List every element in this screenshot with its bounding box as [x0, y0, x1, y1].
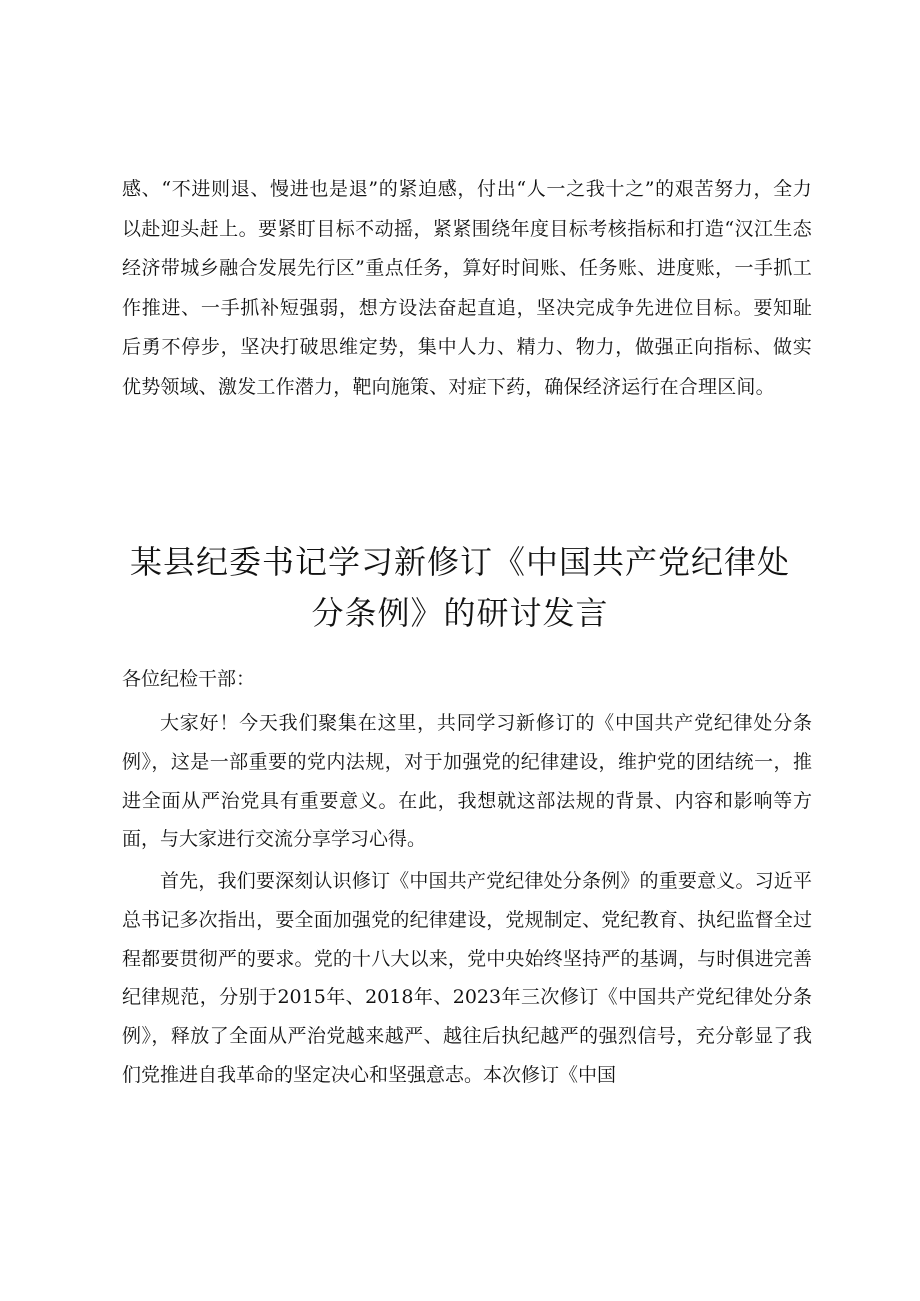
- document-title: [100, 537, 820, 639]
- body-paragraph-opening: 大家好！今天我们聚集在这里，共同学习新修订的《中国共产党纪律处分条例》，这是一部重要的党内法规，对于加强党的纪律建设，维护党的团结统一，推进全面从严治党具有重要意义。在此，我想就这部法规的背景、内容和影响等方面，与大家进行交流分享学习心得。: [122, 712, 812, 851]
- document-title-line-1: 某县纪委书记学习新修订《中国共产党纪律处: [129, 543, 790, 582]
- document-title-line-2: 分条例》的研讨发言: [311, 594, 609, 633]
- salutation: 各位纪检干部：: [122, 668, 256, 690]
- intro-paragraph: 感、“不进则退、慢进也是退”的紧迫感，付出“人一之我十之”的艰苦努力，全力以赴迎头赶上。要紧盯目标不动摇，紧紧围绕年度目标考核指标和打造“汉江生态经济带城乡融合发展先行区”重点任务，算好时间账、任务账、进度账，一手抓工作推进、一手抓补短强弱，想方设法奋起直追，坚决完成争先进位目标。要知耻后勇不停步，坚决打破思维定势，集中人力、精力、物力，做强正向指标、做实优势领域、激发工作潜力，靶向施策、对症下药，确保经济运行在合理区间。: [122, 178, 812, 398]
- body-paragraph-significance: 首先，我们要深刻认识修订《中国共产党纪律处分条例》的重要意义。习近平总书记多次指出，要全面加强党的纪律建设，党规制定、党纪教育、执纪监督全过程都要贯彻严的要求。党的十八大以来，党中央始终坚持严的基调，与时俱进完善纪律规范，分别于2015年、2018年、2023年三次修订《中国共产党纪律处分条例》，释放了全面从严治党越来越严、越往后执纪越严的强烈信号，充分彰显了我们党推进自我革命的坚定决心和坚强意志。本次修订《中国: [122, 870, 812, 1086]
